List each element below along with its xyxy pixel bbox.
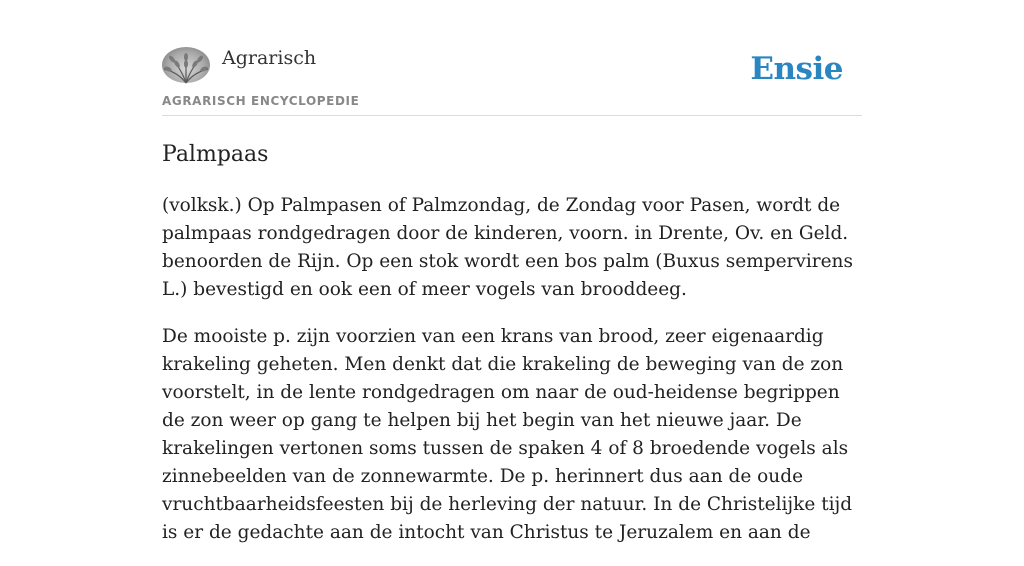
article-title: Palmpaas bbox=[162, 142, 269, 167]
page bbox=[162, 0, 862, 543]
collection-name-link[interactable]: Agrarisch bbox=[222, 47, 317, 69]
collection-avatar[interactable] bbox=[162, 47, 210, 83]
brand-logo[interactable]: Ensie bbox=[750, 51, 843, 87]
wheat-icon bbox=[162, 47, 210, 83]
article-paragraph: (volksk.) Op Palmpasen of Palmzondag, de Zondag voor Pasen, wordt de palmpaas rondgedragen door de kinderen, voorn. in Drente, Ov. en Geld. benoorden de Rijn. Op een stok wordt een bos palm (Buxus sempervirens L.) bevestigd en ook een of meer vogels van brooddeeg. bbox=[162, 195, 853, 300]
collection-full-name: AGRARISCH ENCYCLOPEDIE bbox=[162, 94, 360, 108]
article-body bbox=[162, 192, 862, 566]
header bbox=[162, 0, 862, 116]
article-paragraph: De mooiste p. zijn voorzien van een krans van brood, zeer eigenaardig krakeling geheten. Men denkt dat die krakeling de beweging van de zon voorstelt, in de lente rondgedragen om naar de oud-heidense begrippen de zon weer op gang te helpen bij het begin van het nieuwe jaar. De krakelingen vertonen soms tussen de spaken 4 of 8 broedende vogels als zinnebeelden van de zonnewarmte. De p. herinnert dus aan de oude vruchtbaarheidsfeesten bij de herleving der natuur. In de Christelijke tijd is er de gedachte aan de intocht van Christus te Jeruzalem en aan de bbox=[162, 326, 853, 543]
